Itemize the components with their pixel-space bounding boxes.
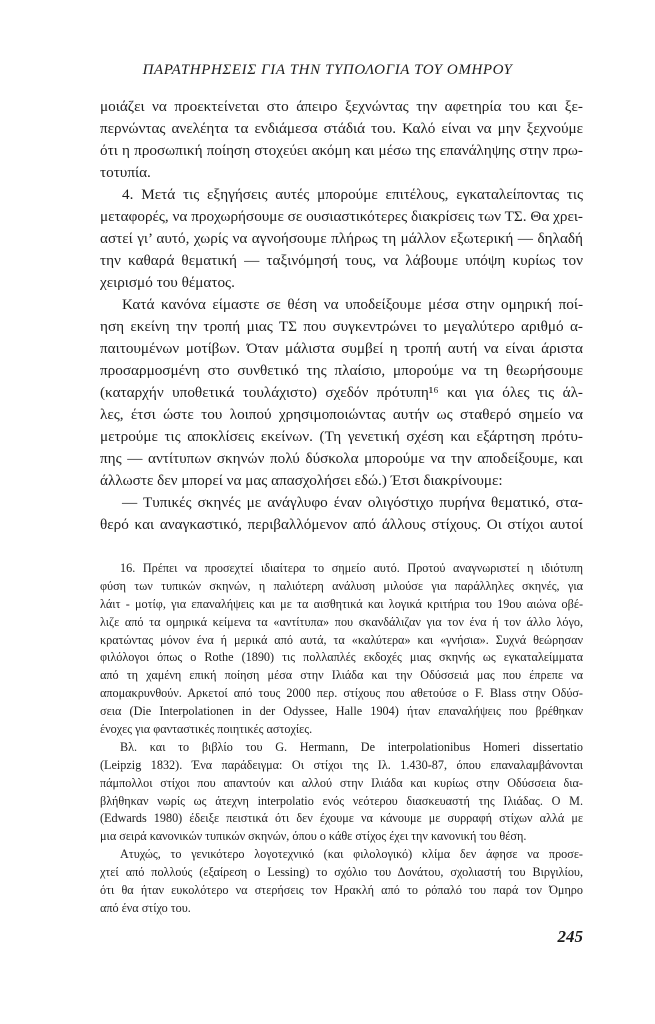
text-line: — Τυπικές σκηνές με ανάγλυφο έναν ολιγόστιχο πυρήνα θεματικό, στα- <box>122 494 583 511</box>
text-line: χτεί από πολλούς (εξαίρεση ο Lessing) το σχόλιο του Δονάτου, σχολιαστή του Βιργιλίου, <box>100 865 583 880</box>
text-line: ένοχες για φανταστικές ποιητικές αστοχίες. <box>100 722 313 737</box>
text-line: αστεί γι’ αυτό, χωρίς να αγνοήσουμε πλήρως τη μάλλον εξωτερική — δηλαδή <box>100 230 583 247</box>
text-line: προσαρμοσμένη στο συνθετικό της πλαίσιο, μπορούμε να τη θεωρήσουμε <box>100 362 583 379</box>
text-line: πάμπολλοι στίχοι που απαντούν και αλλού στην Ιλιάδα και κυρίως στην Οδύσσεια δια- <box>100 775 583 790</box>
text-line: φιλόλογοι όπως ο Rothe (1890) τις πολλαπλές εκδοχές μιας σκηνής ως εγκαταλείμματα <box>100 650 583 665</box>
footnote-paragraph <box>100 560 583 739</box>
text-line: Κατά κανόνα είμαστε σε θέση να υποδείξουμε μέσα στην ομηρική ποί- <box>122 296 583 313</box>
text-line: ηση εκείνη την τροπή μιας ΤΣ που συγκεντρώνει το μεγαλύτερο αριθμό α- <box>100 318 583 335</box>
text-line: κρατώντας μόνον ένα ή μερικά από αυτά, τα «καλύτερα» και «γνήσια». Συχνά θεώρησαν <box>100 632 583 647</box>
text-line: Ατυχώς, το γενικότερο λογοτεχνικό (και φιλολογικό) κλίμα δεν άφησε να προσε- <box>120 847 583 862</box>
text-line: λες, έτσι ώστε του λοιπού χρησιμοποιώντας αυτήν ως σταθερό σημείο να <box>100 406 583 423</box>
text-line: μετρούμε τις αποκλίσεις εκείνων. (Τη γενετική σχέση και εξάρτηση πρότυ- <box>100 428 583 445</box>
text-line: περνώντας ανελέητα τα ενδιάμεσα στάδιά του. Καλό είναι να μην ξεχνούμε <box>100 120 583 137</box>
text-line: σεια (Die Interpolationen in der Odyssee, Halle 1904) ήταν επαναλήψεις που βρέθηκαν <box>100 704 583 719</box>
text-line: (Leipzig 1832). Ένα παράδειγμα: Οι στίχοι της Ιλ. 1.430-87, όπου επαναλαμβάνονται <box>100 757 583 772</box>
text-line: την καθαρά θεματική — ταξινόμησή τους, να λάβουμε υπόψη κυρίως τον <box>100 252 583 269</box>
text-line: (καταρχήν υποθετικά τουλάχιστο) σχεδόν πρότυπη¹⁶ και για όλες τις άλ- <box>100 384 583 401</box>
text-line: 16. Πρέπει να προσεχτεί ιδιαίτερα το σημείο αυτό. Προτού αναγνωριστεί η ιδιότυπη <box>120 561 583 575</box>
text-line: από τη χαμένη επική ποίηση μέσα στην Ιλιάδα και την Οδύσσειά μας που έπρεπε να <box>100 668 583 683</box>
text-line: θερό και αναγκαστικό, περιβαλλόμενον από άλλους στίχους. Οι στίχοι αυτοί <box>100 516 583 533</box>
text-line: παιτουμένων μοτίβων. Όταν μάλιστα συμβεί η τροπή αυτή να είναι άριστα <box>100 340 583 357</box>
main-paragraph <box>100 492 583 536</box>
running-header: ΠΑΡΑΤΗΡΗΣΕΙΣ ΓΙΑ ΤΗΝ ΤΥΠΟΛΟΓΙΑ ΤΟΥ ΟΜΗΡΟΥ <box>142 62 513 78</box>
text-line: φύση των τυπικών σκηνών, η παλιότερη ανάλυση μιλούσε για παράλληλες σκηνές, για <box>100 578 583 593</box>
text-line: άλλωστε δεν μπορεί να μας απασχολήσει εδώ.) Έτσι διακρίνουμε: <box>100 472 503 489</box>
footnote-paragraph <box>100 846 583 918</box>
main-paragraph <box>100 294 583 492</box>
text-line: πης — αντίτυπων σκηνών πολύ δύσκολα μπορούμε να την αποδείξουμε, και <box>100 450 583 467</box>
text-line: βλήθηκαν νωρίς ως άτεχνη interpolatio ενός νεότερου διασκευαστή της Ιλιάδας. Ο Μ. <box>100 793 583 808</box>
text-line: λιζε από τα ομηρικά κείμενα τα «αντίτυπα» που σκανδάλιζαν για τον ένα ή τον άλλο λόγο, <box>100 614 583 629</box>
text-line: χειρισμό του θέματος. <box>100 274 235 291</box>
text-line: τοτυπία. <box>100 164 151 181</box>
main-paragraph <box>100 184 583 294</box>
text-line: 4. Μετά τις εξηγήσεις αυτές μπορούμε επιτέλους, εγκαταλείποντας τις <box>122 186 583 203</box>
text-line: λάιτ - μοτίφ, για επαναλήψεις και με τα αισθητικά και λογικά κριτήρια του 19ου αιώνα οβέ- <box>100 596 583 611</box>
text-line: μοιάζει να προεκτείνεται στο άπειρο ξεχνώντας την αφετηρία του και ξε- <box>100 98 583 115</box>
main-paragraph <box>100 96 583 184</box>
text-line: από ένα στίχο του. <box>100 900 191 915</box>
text-line: Βλ. και το βιβλίο του G. Hermann, De interpolationibus Homeri dissertatio <box>120 739 583 754</box>
text-line: ότι θα ήταν ευκολότερο να στερήσεις τον Ηρακλή από το ρόπαλό του παρά τον Όμηρο <box>100 883 583 898</box>
main-text <box>100 96 583 536</box>
text-line: ότι η προσωπική ποίηση στοχεύει ακόμη και μέσω της επανάληψης στην πρω- <box>100 142 583 159</box>
footnote-paragraph <box>100 739 583 846</box>
text-line: μεταφορές, να προχωρήσουμε σε ουσιαστικότερες διακρίσεις των ΤΣ. Θα χρει- <box>100 208 583 225</box>
page-number: 245 <box>557 927 583 946</box>
text-line: (Edwards 1980) έδειξε πειστικά ότι δεν έχουμε να κάνουμε με συρραφή στίχων αλλά με <box>100 811 583 826</box>
text-line: απομακρυνθούν. Αρκετοί από τους 2000 περ. στίχους που αθετούσε ο F. Blass στην Οδύσ- <box>100 686 583 701</box>
footnotes <box>100 560 583 918</box>
text-line: μια σειρά κανονικών τυπικών σκηνών, όπου ο κάθε στίχος έχει την κανονική του θέση. <box>100 829 527 844</box>
